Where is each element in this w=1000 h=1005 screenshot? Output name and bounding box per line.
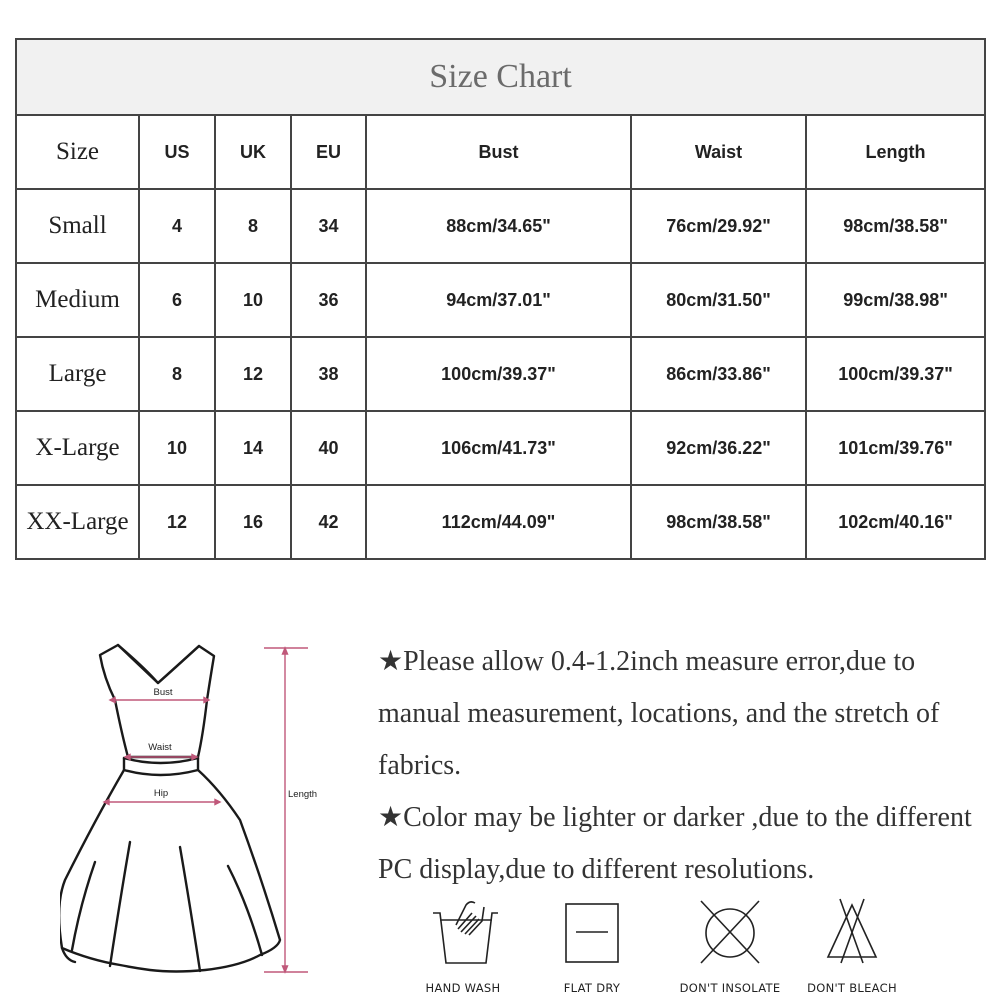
table-row [16,411,985,485]
waist-cell: 80cm/31.50" [631,263,806,337]
bust-cell: 88cm/34.65" [366,189,631,263]
care-instructions [395,895,995,1000]
bust-cell: 100cm/39.37" [366,337,631,411]
length-cell: 101cm/39.76" [806,411,985,485]
dont-bleach-icon [817,895,887,965]
length-cell: 99cm/38.98" [806,263,985,337]
size-cell: X-Large [16,411,139,485]
length-cell: 98cm/38.58" [806,189,985,263]
table-row [16,263,985,337]
size-cell: Large [16,337,139,411]
header-bust: Bust [366,115,631,189]
measure-error-note: ★Please allow 0.4-1.2inch measure error,due to manual measurement, locations, and the stretch of fabrics. [378,646,940,781]
size-chart-table [15,38,986,560]
eu-cell: 34 [291,189,366,263]
bust-label: Bust [153,687,173,698]
length-label: Length [288,789,318,800]
bust-cell: 94cm/37.01" [366,263,631,337]
us-cell: 10 [139,411,215,485]
care-item-dont-insolate [660,895,800,1000]
uk-cell: 14 [215,411,291,485]
dress-outline-icon [60,630,350,1000]
waist-cell: 76cm/29.92" [631,189,806,263]
waist-cell: 92cm/36.22" [631,411,806,485]
us-cell: 12 [139,485,215,559]
length-cell: 100cm/39.37" [806,337,985,411]
flat-dry-icon [557,895,627,965]
notes-section [378,636,988,896]
eu-cell: 36 [291,263,366,337]
us-cell: 4 [139,189,215,263]
header-us: US [139,115,215,189]
care-label-flat-dry: FLAT DRY [563,981,621,995]
color-note: ★Color may be lighter or darker ,due to the different PC display,due to different resolutions. [378,802,972,885]
us-cell: 6 [139,263,215,337]
chart-title: Size Chart [16,39,985,115]
care-label-dont-bleach: DON'T BLEACH [807,981,897,995]
waist-cell: 86cm/33.86" [631,337,806,411]
dont-insolate-icon [695,895,765,965]
header-size: Size [16,115,139,189]
header-length: Length [806,115,985,189]
bust-cell: 112cm/44.09" [366,485,631,559]
care-item-flat-dry [522,895,662,1000]
dress-measurement-diagram [60,630,350,1000]
table-row [16,189,985,263]
hip-label: Hip [153,788,169,799]
table-row [16,337,985,411]
us-cell: 8 [139,337,215,411]
care-label-dont-insolate: DON'T INSOLATE [679,981,781,995]
waist-cell: 98cm/38.58" [631,485,806,559]
care-label-hand-wash: HAND WASH [425,981,501,995]
uk-cell: 10 [215,263,291,337]
size-cell: XX-Large [16,485,139,559]
header-eu: EU [291,115,366,189]
care-item-dont-bleach [782,895,922,1000]
eu-cell: 40 [291,411,366,485]
header-waist: Waist [631,115,806,189]
size-cell: Medium [16,263,139,337]
bust-cell: 106cm/41.73" [366,411,631,485]
eu-cell: 42 [291,485,366,559]
header-uk: UK [215,115,291,189]
care-item-hand-wash [393,895,533,1000]
uk-cell: 12 [215,337,291,411]
hand-wash-icon [428,895,498,965]
uk-cell: 8 [215,189,291,263]
waist-label: Waist [148,742,172,753]
length-cell: 102cm/40.16" [806,485,985,559]
table-row [16,485,985,559]
header-row [16,115,985,189]
eu-cell: 38 [291,337,366,411]
size-cell: Small [16,189,139,263]
uk-cell: 16 [215,485,291,559]
